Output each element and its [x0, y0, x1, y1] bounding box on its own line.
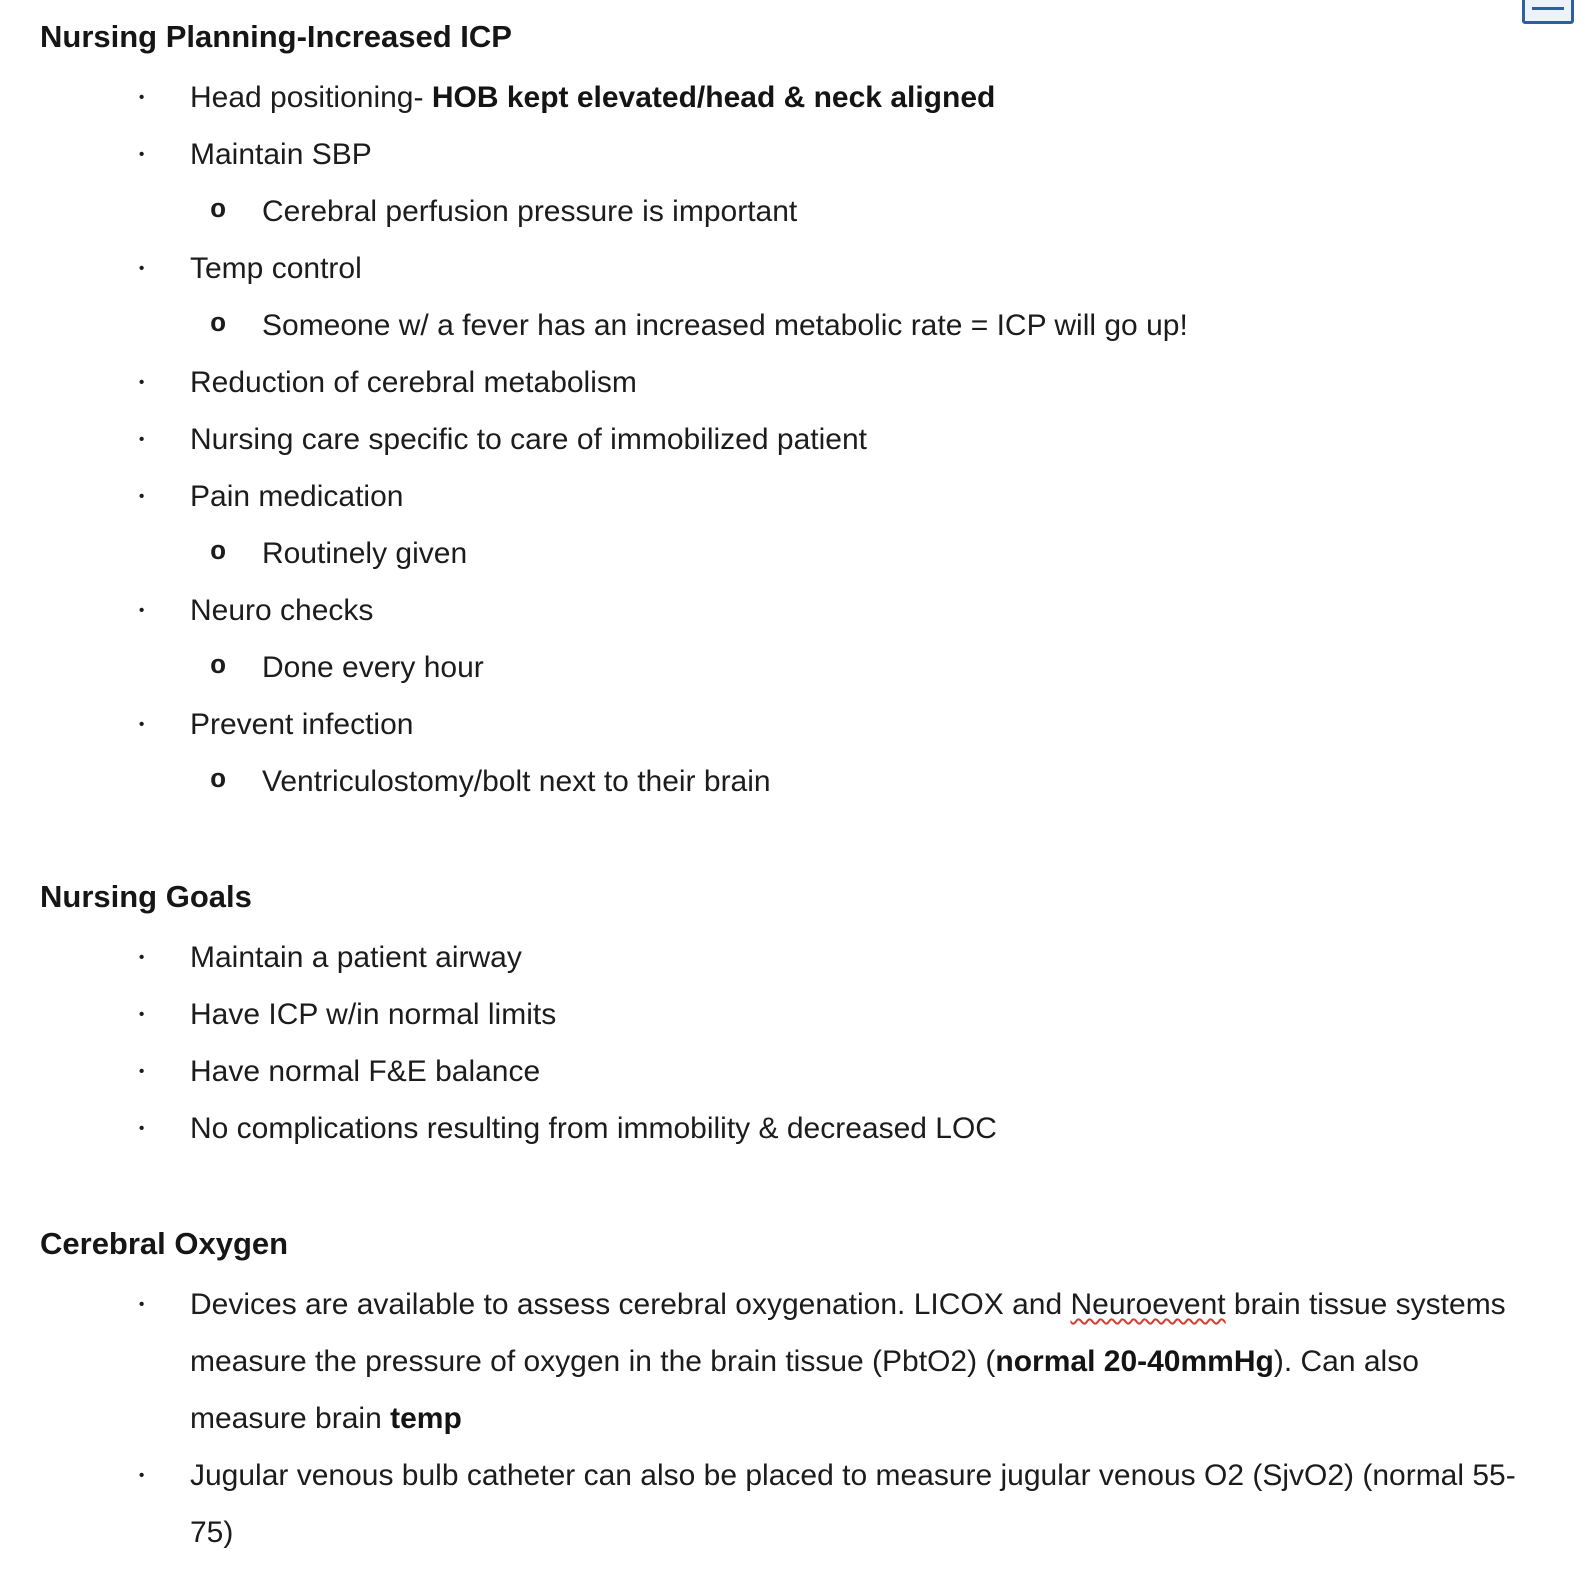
- list-item-text: No complications resulting from immobility & decreased LOC: [190, 1112, 997, 1145]
- sub-bullet-icon: o: [210, 538, 227, 568]
- bullet-icon: •: [139, 1063, 145, 1080]
- bullet-icon: •: [139, 1296, 145, 1313]
- bullet-icon: •: [139, 146, 145, 163]
- list-item: [40, 411, 1520, 468]
- document-body: [40, 8, 1528, 1561]
- bullet-icon: •: [139, 1467, 145, 1484]
- bullet-icon: •: [139, 488, 145, 505]
- list-item-text: Head positioning- HOB kept elevated/head & neck aligned: [190, 81, 996, 114]
- list-item: [40, 69, 1520, 126]
- section-heading: Nursing Goals: [40, 879, 252, 914]
- list-item-text: Temp control: [190, 252, 362, 285]
- list-item: [40, 297, 1528, 354]
- bullet-icon: •: [139, 260, 145, 277]
- document-section: [40, 8, 1528, 810]
- list-item-text: Someone w/ a fever has an increased metabolic rate = ICP will go up!: [262, 309, 1188, 342]
- bullet-list: [40, 69, 1528, 810]
- list-item-text: Jugular venous bulb catheter can also be placed to measure jugular venous O2 (SjvO2) (normal 55-75): [190, 1459, 1516, 1549]
- list-item: [40, 986, 1520, 1043]
- list-item: [40, 753, 1528, 810]
- list-item: [40, 183, 1528, 240]
- list-item: [40, 696, 1520, 753]
- list-item: [40, 525, 1528, 582]
- spellcheck-flagged-word: Neuroevent: [1070, 1288, 1226, 1321]
- sub-bullet-icon: o: [210, 766, 227, 796]
- bullet-icon: •: [139, 716, 145, 733]
- list-item-text: Devices are available to assess cerebral oxygenation. LICOX and Neuroevent brain tissue systems measure the pressure of oxygen in the brain tissue (PbtO2) (normal 20-40mmHg). Can also measure brain temp: [190, 1288, 1506, 1435]
- section-heading: Nursing Planning-Increased ICP: [40, 19, 512, 54]
- list-item-text: Maintain a patient airway: [190, 941, 522, 974]
- list-item: [40, 1276, 1520, 1447]
- list-item-text: Pain medication: [190, 480, 404, 513]
- document-section: [40, 1215, 1528, 1561]
- list-item: [40, 468, 1520, 525]
- list-item-text: Prevent infection: [190, 708, 414, 741]
- list-item-text: Ventriculostomy/bolt next to their brain: [262, 765, 771, 798]
- bullet-icon: •: [139, 949, 145, 966]
- list-item-text: Done every hour: [262, 651, 484, 684]
- list-item: [40, 126, 1520, 183]
- list-item: [40, 639, 1528, 696]
- list-item-text: Have normal F&E balance: [190, 1055, 541, 1088]
- list-item-text: Maintain SBP: [190, 138, 372, 171]
- bullet-list: [40, 1276, 1528, 1561]
- list-item-text: Routinely given: [262, 537, 468, 570]
- sub-bullet-icon: o: [210, 652, 227, 682]
- bullet-list: [40, 929, 1528, 1157]
- sub-bullet-icon: o: [210, 196, 227, 226]
- bullet-icon: •: [139, 431, 145, 448]
- list-item: [40, 929, 1520, 986]
- sub-bullet-icon: o: [210, 310, 227, 340]
- bullet-icon: •: [139, 374, 145, 391]
- list-item-text: Nursing care specific to care of immobilized patient: [190, 423, 867, 456]
- list-item: [40, 1100, 1520, 1157]
- list-item-text: Cerebral perfusion pressure is important: [262, 195, 798, 228]
- ribbon-collapse-icon[interactable]: [1522, 0, 1574, 24]
- bullet-icon: •: [139, 1120, 145, 1137]
- bullet-icon: •: [139, 1006, 145, 1023]
- list-item: [40, 354, 1520, 411]
- list-item: [40, 1043, 1520, 1100]
- bullet-icon: •: [139, 89, 145, 106]
- list-item-text: Have ICP w/in normal limits: [190, 998, 557, 1031]
- bullet-icon: •: [139, 602, 145, 619]
- list-item-text: Reduction of cerebral metabolism: [190, 366, 637, 399]
- document-section: [40, 868, 1528, 1157]
- list-item: [40, 240, 1520, 297]
- list-item: [40, 1447, 1520, 1561]
- list-item-text: Neuro checks: [190, 594, 374, 627]
- list-item: [40, 582, 1520, 639]
- section-heading: Cerebral Oxygen: [40, 1226, 289, 1261]
